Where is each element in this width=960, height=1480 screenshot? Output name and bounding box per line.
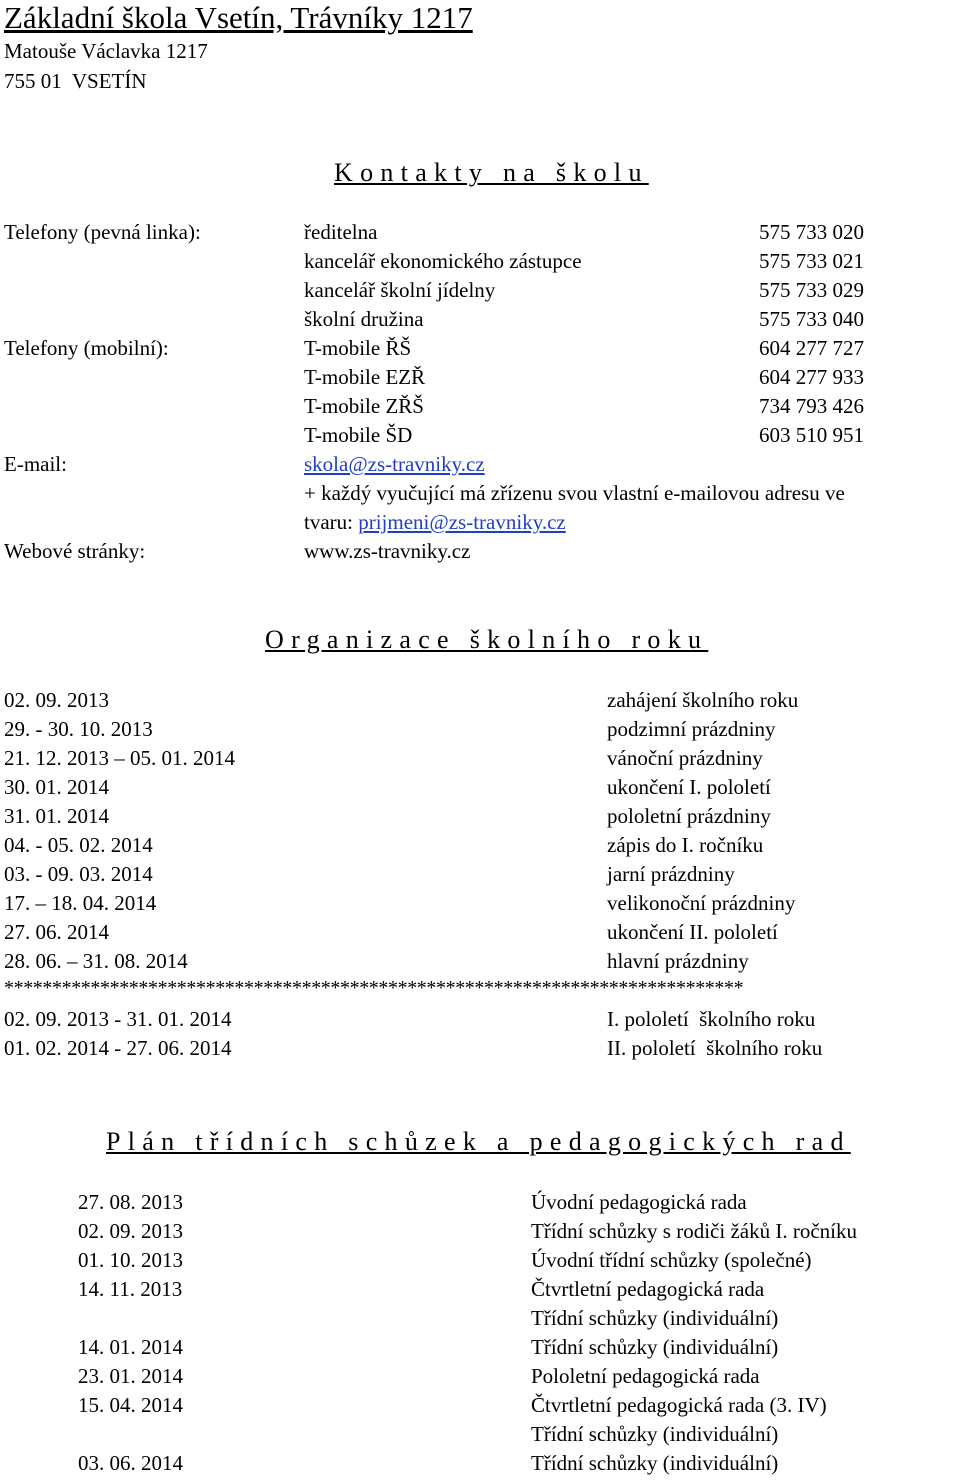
mobile-number: 734 793 426 — [759, 394, 864, 418]
meeting-date: 23. 01. 2014 — [78, 1364, 183, 1388]
meeting-date: 03. 06. 2014 — [78, 1451, 183, 1475]
meeting-date: 14. 11. 2013 — [78, 1277, 183, 1301]
meeting-date: 27. 08. 2013 — [78, 1190, 183, 1214]
web-address[interactable]: www.zs-travniky.cz — [304, 539, 471, 563]
event-date: 27. 06. 2014 — [4, 920, 109, 944]
school-city: 755 01 VSETÍN — [4, 69, 147, 93]
meeting-event: Čtvrtletní pedagogická rada (3. IV) — [531, 1393, 827, 1417]
semester-name: I. pololetí školního roku — [607, 1007, 816, 1031]
event-date: 21. 12. 2013 – 05. 01. 2014 — [4, 746, 235, 770]
mobile-name: T-mobile ŘŠ — [304, 336, 412, 360]
meeting-event: Třídní schůzky (individuální) — [531, 1306, 779, 1330]
mobile-number: 604 277 933 — [759, 365, 864, 389]
organization-title: Organizace školního roku — [265, 625, 709, 654]
meeting-date: 01. 10. 2013 — [78, 1248, 183, 1272]
school-name: Základní škola Vsetín, Trávníky 1217 — [4, 0, 473, 35]
event-name: podzimní prázdniny — [607, 717, 776, 741]
meeting-date: 15. 04. 2014 — [78, 1393, 183, 1417]
event-name: hlavní prázdniny — [607, 949, 749, 973]
event-name: jarní prázdniny — [607, 862, 735, 886]
mobile-name: T-mobile ZŘŠ — [304, 394, 424, 418]
landline-number: 575 733 040 — [759, 307, 864, 331]
event-date: 29. - 30. 10. 2013 — [4, 717, 153, 741]
meeting-event: Třídní schůzky (individuální) — [531, 1422, 779, 1446]
email-note: + každý vyučující má zřízenu svou vlastní e-mailovou adresu ve — [304, 481, 845, 505]
landline-label: Telefony (pevná linka): — [4, 220, 201, 244]
event-name: zahájení školního roku — [607, 688, 799, 712]
mobile-label: Telefony (mobilní): — [4, 336, 169, 360]
email-pattern-link[interactable]: prijmeni@zs-travniky.cz — [358, 510, 566, 534]
meeting-date: 02. 09. 2013 — [78, 1219, 183, 1243]
meeting-event: Úvodní třídní schůzky (společné) — [531, 1248, 812, 1272]
event-name: zápis do I. ročníku — [607, 833, 764, 857]
web-label: Webové stránky: — [4, 539, 146, 563]
landline-name: školní družina — [304, 307, 424, 331]
landline-name: ředitelna — [304, 220, 378, 244]
meeting-date: 14. 01. 2014 — [78, 1335, 183, 1359]
email-label: E-mail: — [4, 452, 67, 476]
mobile-name: T-mobile ŠD — [304, 423, 413, 447]
meeting-event: Čtvrtletní pedagogická rada — [531, 1277, 765, 1301]
event-name: ukončení II. pololetí — [607, 920, 778, 944]
meeting-event: Pololetní pedagogická rada — [531, 1364, 760, 1388]
event-date: 04. - 05. 02. 2014 — [4, 833, 153, 857]
meeting-event: Třídní schůzky (individuální) — [531, 1451, 779, 1475]
event-date: 03. - 09. 03. 2014 — [4, 862, 153, 886]
separator-stars: ***************************************************************************** — [4, 977, 744, 999]
email-link[interactable]: skola@zs-travniky.cz — [304, 452, 485, 476]
event-date: 17. – 18. 04. 2014 — [4, 891, 157, 915]
email-note-prefix: tvaru: — [304, 510, 359, 534]
meeting-event: Třídní schůzky s rodiči žáků I. ročníku — [531, 1219, 857, 1243]
landline-name: kancelář ekonomického zástupce — [304, 249, 582, 273]
event-name: pololetní prázdniny — [607, 804, 771, 828]
landline-name: kancelář školní jídelny — [304, 278, 496, 302]
landline-number: 575 733 020 — [759, 220, 864, 244]
mobile-number: 603 510 951 — [759, 423, 864, 447]
mobile-name: T-mobile EZŘ — [304, 365, 426, 389]
meetings-title: Plán třídních schůzek a pedagogických rad — [106, 1127, 851, 1156]
semester-date: 02. 09. 2013 - 31. 01. 2014 — [4, 1007, 232, 1031]
event-name: vánoční prázdniny — [607, 746, 763, 770]
school-street: Matouše Václavka 1217 — [4, 39, 208, 63]
event-date: 30. 01. 2014 — [4, 775, 109, 799]
event-date: 28. 06. – 31. 08. 2014 — [4, 949, 188, 973]
landline-number: 575 733 029 — [759, 278, 864, 302]
event-name: velikonoční prázdniny — [607, 891, 796, 915]
landline-number: 575 733 021 — [759, 249, 864, 273]
contacts-title: Kontakty na školu — [334, 158, 649, 187]
meeting-event: Úvodní pedagogická rada — [531, 1190, 747, 1214]
event-name: ukončení I. pololetí — [607, 775, 771, 799]
semester-name: II. pololetí školního roku — [607, 1036, 823, 1060]
event-date: 02. 09. 2013 — [4, 688, 109, 712]
email-note-line2 — [304, 508, 566, 537]
semester-date: 01. 02. 2014 - 27. 06. 2014 — [4, 1036, 232, 1060]
meeting-event: Třídní schůzky (individuální) — [531, 1335, 779, 1359]
event-date: 31. 01. 2014 — [4, 804, 109, 828]
mobile-number: 604 277 727 — [759, 336, 864, 360]
